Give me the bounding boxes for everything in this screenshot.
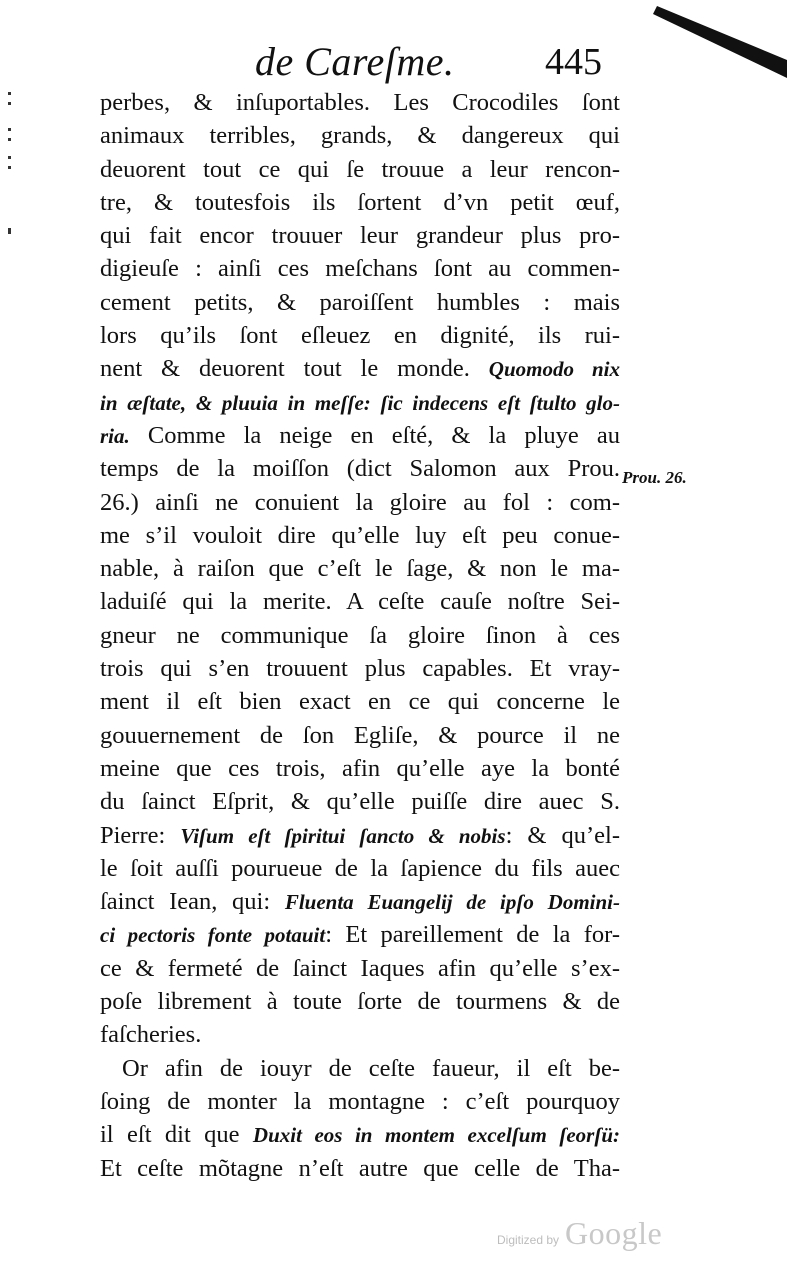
text-run: deuorent tout ce qui ſe trouue a leur rencon- <box>100 155 620 183</box>
text-line <box>100 819 620 852</box>
latin-quotation: in æſtate, & pluuia in meſſe: ſic indecens eſt ſtulto glo- <box>100 390 620 415</box>
text-line <box>100 252 620 285</box>
text-run: gneur ne communique ſa gloire ſinon à ces <box>100 621 620 649</box>
text-line <box>100 419 620 452</box>
text-run: trois qui s’en trouuent plus capables. Et vray- <box>100 655 620 683</box>
edge-specks <box>6 88 18 248</box>
text-run: temps de la moiſſon (dict Salomon aux Prou. <box>100 455 620 483</box>
text-line <box>100 286 620 319</box>
text-line <box>100 852 620 885</box>
text-run: tre, & toutesfois ils ſortent d’vn petit œuf, <box>100 188 620 216</box>
text-run: ce & fermeté de ſainct Iaques afin qu’elle s’ex- <box>100 954 620 982</box>
text-run: gouuernement de ſon Egliſe, & pource il ne <box>100 721 620 749</box>
text-line <box>100 186 620 219</box>
text-run: lors qu’ils ſont eſleuez en dignité, ils rui- <box>100 322 620 350</box>
text-run: digieuſe : ainſi ces meſchans ſont au commen- <box>100 255 620 283</box>
latin-quotation: ci pectoris fonte potauit <box>100 923 326 948</box>
text-line <box>100 619 620 652</box>
text-line <box>100 552 620 585</box>
text-line <box>100 1085 620 1118</box>
text-line <box>100 652 620 685</box>
text-run: cement petits, & paroiſſent humbles : mais <box>100 288 620 316</box>
text-line <box>100 452 620 485</box>
text-run: nent & deuorent tout le monde. <box>100 355 489 383</box>
text-run: poſe librement à toute ſorte de tourmens & de <box>100 988 620 1016</box>
text-line <box>100 985 620 1018</box>
text-line <box>100 352 620 385</box>
latin-quotation: Quomodo nix <box>488 357 620 382</box>
text-line <box>100 752 620 785</box>
text-line <box>100 918 620 951</box>
text-run: me s’il vouloit dire qu’elle luy eſt peu conue- <box>100 521 620 549</box>
running-head-title: de Careſme. <box>255 39 455 84</box>
text-run: ment il eſt bien exact en ce qui concerne le <box>100 688 620 716</box>
text-run: faſcheries. <box>100 1021 202 1049</box>
text-run: 26.) ainſi ne conuient la gloire au fol : com- <box>100 488 620 516</box>
text-run: Et ceſte mõtagne n’eſt autre que celle de Tha- <box>100 1154 620 1182</box>
page-corner-shadow <box>617 0 787 90</box>
text-run: ſoing de monter la montagne : c’eſt pourquoy <box>100 1087 620 1115</box>
text-run: : & qu’el- <box>505 821 621 849</box>
text-line <box>100 386 620 419</box>
digitized-watermark <box>497 1215 662 1252</box>
text-line <box>100 952 620 985</box>
body-text <box>100 86 620 1185</box>
text-line <box>100 119 620 152</box>
text-line <box>100 319 620 352</box>
text-line <box>100 86 620 119</box>
watermark-digitized-by: Digitized by <box>497 1233 560 1247</box>
text-line <box>100 219 620 252</box>
watermark-logo: Google <box>565 1215 663 1251</box>
text-run: Comme la neige en eſté, & la pluye au <box>129 421 620 449</box>
text-line <box>100 486 620 519</box>
text-line <box>100 785 620 818</box>
text-run: : Et pareillement de la for- <box>325 921 621 949</box>
text-line <box>100 885 620 918</box>
text-run: le ſoit auſſi pourueue de la ſapience du fils auec <box>100 854 620 882</box>
text-run: du ſainct Eſprit, & qu’elle puiſſe dire auec S. <box>100 788 620 816</box>
text-run: nable, à raiſon que c’eſt le ſage, & non le ma- <box>100 555 620 583</box>
margin-note: Prou. 26. <box>622 468 687 487</box>
text-line <box>100 153 620 186</box>
text-run: qui fait encor trouuer leur grandeur plus pro- <box>100 222 620 250</box>
text-line <box>100 685 620 718</box>
text-line <box>100 1118 620 1151</box>
text-run: ſainct Iean, qui: <box>100 888 285 916</box>
text-run: Or afin de iouyr de ceſte faueur, il eſt be- <box>122 1054 620 1082</box>
text-line <box>100 519 620 552</box>
text-run: meine que ces trois, afin qu’elle aye la bonté <box>100 754 620 782</box>
latin-quotation: Duxit eos in montem excelſum ſeorſü: <box>252 1123 620 1148</box>
page-number: 445 <box>545 41 602 83</box>
latin-quotation: Viſum eſt ſpiritui ſancto & nobis <box>180 823 506 848</box>
text-run: laduiſé qui la merite. A ceſte cauſe noſtre Sei- <box>100 588 620 616</box>
text-line <box>100 1152 620 1185</box>
text-line <box>100 719 620 752</box>
text-line <box>100 1018 620 1051</box>
text-line <box>100 1052 620 1085</box>
latin-quotation: ria. <box>100 423 130 448</box>
text-run: animaux terribles, grands, & dangereux qui <box>100 122 620 150</box>
latin-quotation: Fluenta Euangelij de ipſo Domini- <box>284 890 620 915</box>
text-run: il eſt dit que <box>100 1121 253 1149</box>
text-line <box>100 585 620 618</box>
text-run: perbes, & inſuportables. Les Crocodiles ſont <box>100 89 620 116</box>
text-run: Pierre: <box>100 821 181 849</box>
